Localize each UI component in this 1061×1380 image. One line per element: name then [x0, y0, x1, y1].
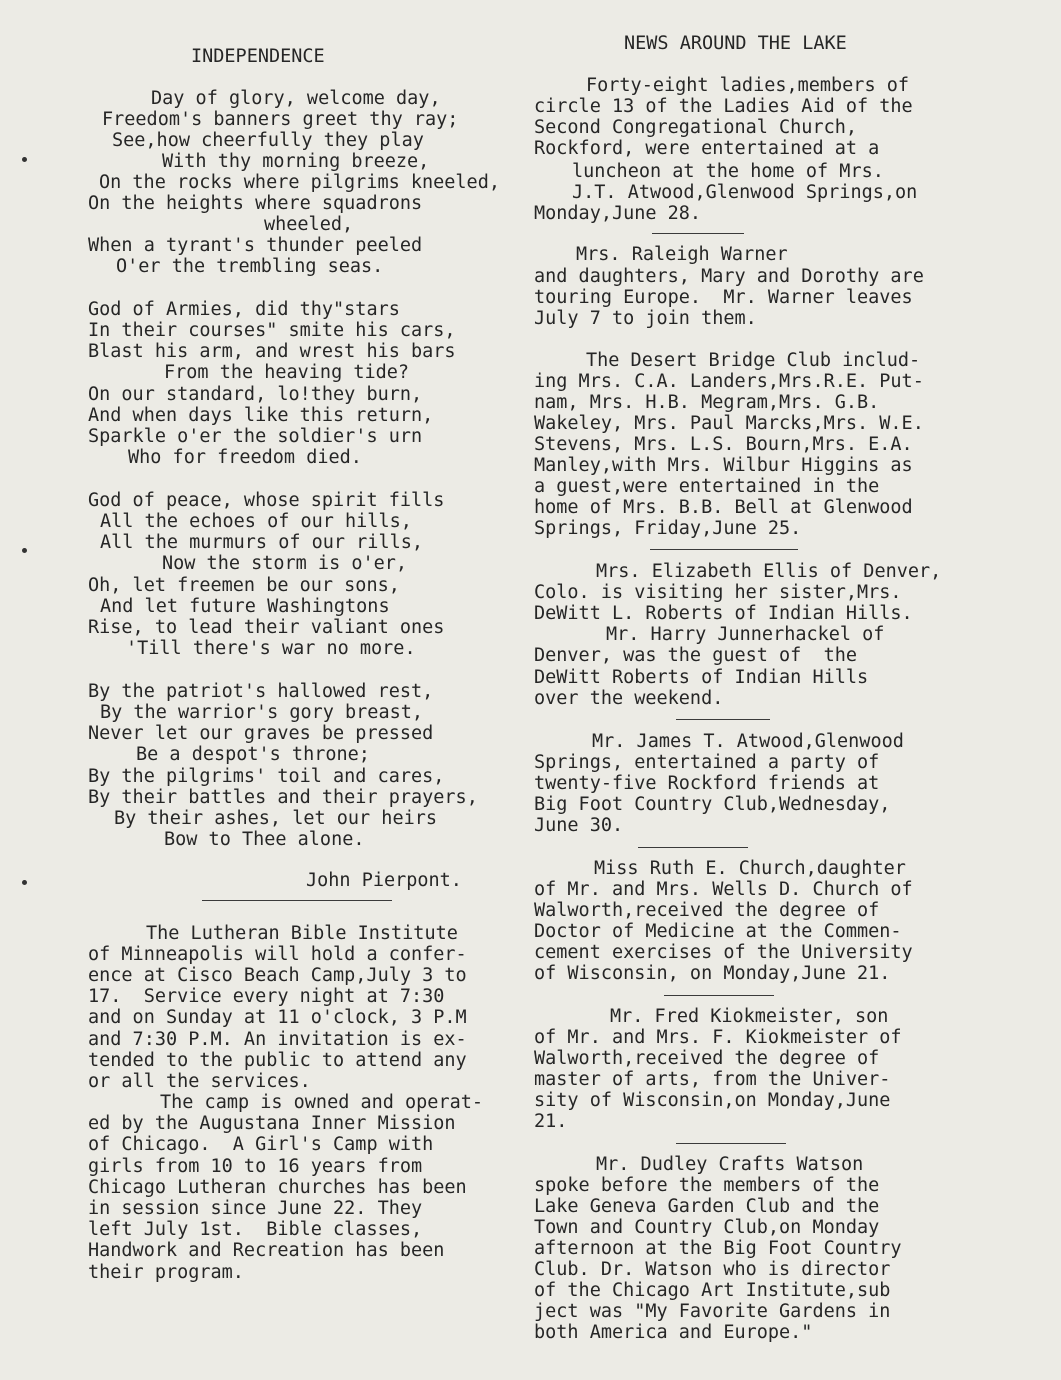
margin-dot	[22, 880, 27, 885]
news-line: ing Mrs. C.A. Landers,Mrs.R.E. Put-	[534, 371, 924, 392]
news-line: of Wisconsin, on Monday,June 21.	[534, 963, 891, 984]
poem-line: Day of glory, welcome day,	[151, 88, 441, 109]
poem-line: Sparkle o'er the soldier's urn	[88, 426, 423, 447]
item-divider	[676, 719, 770, 720]
article-line: in session since June 22. They	[88, 1198, 423, 1219]
poem-line: On our standard, lo!they burn,	[88, 384, 423, 405]
news-line: and daughters, Mary and Dorothy are	[534, 266, 924, 287]
news-line: touring Europe. Mr. Warner leaves	[534, 287, 913, 308]
news-line: circle 13 of the Ladies Aid of the	[534, 96, 913, 117]
poem-line: All the murmurs of our rills,	[100, 532, 424, 553]
item-divider	[638, 847, 748, 848]
news-line: Manley,with Mrs. Wilbur Higgins as	[534, 455, 913, 476]
poem-line: From the heaving tide?	[164, 362, 410, 383]
news-line: July 7 to join them.	[534, 308, 757, 329]
news-line: afternoon at the Big Foot Country	[534, 1238, 902, 1259]
news-line: Rockford, were entertained at a	[534, 138, 880, 159]
poem-line: O'er the trembling seas.	[116, 256, 384, 277]
margin-dot	[22, 548, 27, 553]
news-line: over the weekend.	[534, 688, 724, 709]
news-line: home of Mrs. B.B. Bell at Glenwood	[534, 497, 913, 518]
news-line: Forty-eight ladies,members of	[586, 75, 910, 96]
news-line: of Mr. and Mrs. Wells D. Church of	[534, 879, 913, 900]
news-line: Miss Ruth E. Church,daughter	[594, 858, 906, 879]
news-line: Stevens, Mrs. L.S. Bourn,Mrs. E.A.	[534, 434, 913, 455]
article-line: their program.	[88, 1262, 244, 1283]
poem-line: By their battles and their prayers,	[88, 787, 478, 808]
article-line: left July 1st. Bible classes,	[88, 1219, 423, 1240]
news-line: a guest,were entertained in the	[534, 476, 880, 497]
news-line: sity of Wisconsin,on Monday,June	[534, 1090, 891, 1111]
poem-line: With thy morning breeze,	[162, 151, 430, 172]
poem-line: 'Till there's war no more.	[126, 638, 416, 659]
news-line: Doctor of Medicine at the Commen-	[534, 921, 902, 942]
poem-attribution: John Pierpont.	[306, 870, 462, 891]
item-divider	[652, 233, 744, 234]
news-line: J.T. Atwood,Glenwood Springs,on	[572, 182, 918, 203]
news-line: nam, Mrs. H.B. Megram,Mrs. G.B.	[534, 392, 880, 413]
news-line: DeWitt L. Roberts of Indian Hills.	[534, 603, 913, 624]
article-line: of Chicago. A Girl's Camp with	[88, 1134, 434, 1155]
news-line: twenty-five Rockford friends at	[534, 773, 880, 794]
article-line: girls from 10 to 16 years from	[88, 1156, 423, 1177]
news-line: Denver, was the guest of the	[534, 645, 858, 666]
news-line: Lake Geneva Garden Club and the	[534, 1196, 880, 1217]
poem-line: By the pilgrims' toil and cares,	[88, 766, 445, 787]
poem-line: When a tyrant's thunder peeled	[88, 235, 423, 256]
poem-line: wheeled,	[264, 214, 354, 235]
news-line: of Mr. and Mrs. F. Kiokmeister of	[534, 1027, 902, 1048]
article-line: ed by the Augustana Inner Mission	[88, 1113, 456, 1134]
news-line: Big Foot Country Club,Wednesday,	[534, 794, 891, 815]
news-line: Second Congregational Church,	[534, 117, 858, 138]
poem-line: Who for freedom died.	[128, 447, 362, 468]
poem-line: By the patriot's hallowed rest,	[88, 681, 434, 702]
poem-line: And let future Washingtons	[100, 596, 390, 617]
article-line: and 7:30 P.M. An invitation is ex-	[88, 1029, 467, 1050]
article-line: 17. Service every night at 7:30	[88, 986, 445, 1007]
article-line: tended to the public to attend any	[88, 1050, 467, 1071]
item-divider	[664, 995, 774, 996]
news-line: Colo. is visiting her sister,Mrs.	[534, 582, 902, 603]
news-line: cement exercises of the University	[534, 942, 913, 963]
news-line: Walworth,received the degree of	[534, 900, 880, 921]
poem-line: Never let our graves be pressed	[88, 723, 434, 744]
section-divider	[202, 900, 392, 901]
article-line: Handwork and Recreation has been	[88, 1240, 445, 1261]
item-divider	[676, 1143, 786, 1144]
poem-line: And when days like this return,	[88, 405, 434, 426]
news-line: of the Chicago Art Institute,sub	[534, 1280, 891, 1301]
poem-line: See,how cheerfully they play	[112, 130, 424, 151]
poem-line: God of Armies, did thy"stars	[88, 299, 400, 320]
news-line: Walworth,received the degree of	[534, 1048, 880, 1069]
news-line: Mr. Harry Junnerhackel of	[606, 624, 885, 645]
news-line: master of arts, from the Univer-	[534, 1069, 891, 1090]
news-line: Mrs. Elizabeth Ellis of Denver,	[596, 561, 942, 582]
news-line: The Desert Bridge Club includ-	[586, 350, 921, 371]
news-line: Club. Dr. Watson who is director	[534, 1259, 891, 1280]
news-line: Springs, Friday,June 25.	[534, 518, 802, 539]
poem-line: Rise, to lead their valiant ones	[88, 617, 445, 638]
article-line: The Lutheran Bible Institute	[146, 923, 458, 944]
news-line: spoke before the members of the	[534, 1175, 880, 1196]
news-line: Springs, entertained a party of	[534, 752, 880, 773]
article-line: Chicago Lutheran churches has been	[88, 1177, 467, 1198]
news-line: Monday,June 28.	[534, 203, 702, 224]
poem-line: On the heights where squadrons	[88, 193, 423, 214]
poem-heading: INDEPENDENCE	[191, 46, 325, 67]
article-line: of Minneapolis will hold a confer-	[88, 944, 467, 965]
news-line: Town and Country Club,on Monday	[534, 1217, 880, 1238]
poem-line: In their courses" smite his cars,	[88, 320, 456, 341]
news-line: Mr. Fred Kiokmeister, son	[610, 1006, 889, 1027]
poem-line: Now the storm is o'er,	[162, 553, 408, 574]
poem-line: All the echoes of our hills,	[100, 511, 412, 532]
poem-line: Freedom's banners greet thy ray;	[102, 109, 459, 130]
news-line: Mr. Dudley Crafts Watson	[596, 1154, 864, 1175]
news-line: DeWitt Roberts of Indian Hills	[534, 667, 869, 688]
poem-line: On the rocks where pilgrims kneeled,	[99, 172, 500, 193]
poem-line: God of peace, whose spirit fills	[88, 490, 445, 511]
article-line: The camp is owned and operat-	[160, 1092, 484, 1113]
news-line: Mr. James T. Atwood,Glenwood	[592, 731, 904, 752]
article-line: or all the services.	[88, 1071, 311, 1092]
poem-line: Blast his arm, and wrest his bars	[88, 341, 456, 362]
news-line: both America and Europe."	[534, 1322, 813, 1343]
poem-line: Be a despot's throne;	[136, 744, 370, 765]
poem-line: By their ashes, let our heirs	[114, 808, 438, 829]
poem-line: Oh, let freemen be our sons,	[88, 575, 400, 596]
news-heading: NEWS AROUND THE LAKE	[624, 33, 847, 54]
article-line: and on Sunday at 11 o'clock, 3 P.M	[88, 1007, 467, 1028]
news-line: ject was "My Favorite Gardens in	[534, 1301, 891, 1322]
news-line: luncheon at the home of Mrs.	[572, 161, 884, 182]
article-line: ence at Cisco Beach Camp,July 3 to	[88, 965, 467, 986]
news-line: June 30.	[534, 815, 624, 836]
poem-line: By the warrior's gory breast,	[100, 702, 424, 723]
poem-line: Bow to Thee alone.	[164, 829, 365, 850]
margin-dot	[22, 157, 27, 162]
news-line: 21.	[534, 1111, 568, 1132]
news-line: Wakeley, Mrs. Paul Marcks,Mrs. W.E.	[534, 413, 924, 434]
item-divider	[650, 549, 798, 550]
news-line: Mrs. Raleigh Warner	[576, 244, 788, 265]
